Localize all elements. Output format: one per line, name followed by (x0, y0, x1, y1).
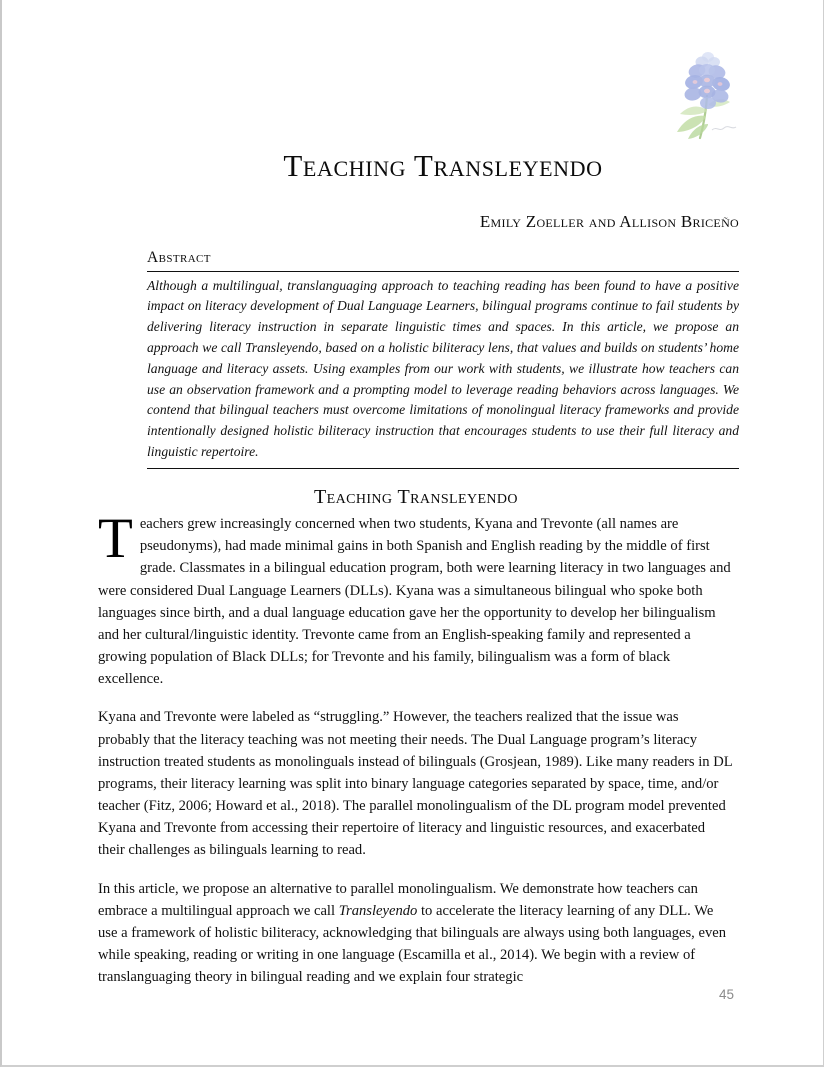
abstract-label: Abstract (147, 249, 211, 266)
abstract-bottom-rule (147, 468, 739, 469)
body-paragraph-3 (98, 878, 734, 989)
author-line: Emily Zoeller and Allison Briceño (479, 211, 739, 231)
page-number: 45 (718, 987, 734, 1002)
abstract-section (147, 249, 739, 469)
section-heading: Teaching Transleyendo (314, 486, 518, 508)
abstract-text: Although a multilingual, translanguaging approach to teaching reading has been found to have a positive impact on literacy development of Dual Language Learners, bilingual programs continue to fail students by delivering literacy instruction in separate linguistic times and spaces. In this article, we propose an approach we call Transleyendo, based on a holistic biliteracy lens, that values and builds on students’ home language and literacy assets. Using examples from our work with students, we illustrate how teachers can use an observation framework and a prompting model to leverage reading behaviors across languages. We contend that bilingual teachers must overcome limitations of monolingual literacy frameworks and provide intentionally designed holistic biliteracy instruction that encourages students to use their full literacy and linguistic repertoire. (147, 277, 739, 459)
term-transleyendo: Transleyendo (338, 902, 418, 919)
page-title: Teaching Transleyendo (283, 148, 603, 183)
title-block (147, 148, 739, 232)
bluebonnet-flower-icon (650, 44, 766, 148)
abstract-top-rule (147, 271, 739, 272)
article-body (98, 486, 734, 1004)
body-paragraph-2: Kyana and Trevonte were labeled as “struggling.” However, the teachers realized that the issue was probably that the literacy teaching was not meeting their needs. The Dual Language program’s literacy instruction treated students as monolinguals instead of bilinguals (Grosjean, 1989). Like many readers in DL programs, their literacy learning was split into binary language categories separated by space, time, and/or teacher (Fitz, 2006; Howard et al., 2018). The parallel monolingualism of the DL program model prevented Kyana and Trevonte from accessing their repertoire of literacy and linguistic resources, and exacerbated their challenges as bilinguals learning to read. (98, 709, 733, 859)
body-paragraph-1: Teachers grew increasingly concerned when two students, Kyana and Trevonte (all names are pseudonyms), had made minimal gains in both Spanish and English reading by the middle of first grade. Classmates in a bilingual education program, both were learning literacy in two languages and were considered Dual Language Learners (DLLs). Kyana was a simultaneous bilingual who spoke both languages since birth, and a dual language education gave her the opportunity to develop her bilingualism and her cultural/linguistic identity. Trevonte came from an English-speaking family and represented a growing population of Black DLLs; for Trevonte and his family, bilingualism was a form of black excellence. (98, 507, 731, 688)
paragraph-3-part-1: In this article, we propose an alternative to parallel monolingualism. We demonstrate how teachers can embrace a multilingual approach we call (98, 880, 698, 919)
paragraph-3-part-2: to accelerate the literacy learning of any DLL. We use a framework of holistic biliteracy, acknowledging that bilinguals are always using both languages, even while speaking, reading or writing in one language (Escamilla et al., 2014). We begin with a review of translanguaging theory in bilingual reading and we explain four strategic (98, 902, 727, 986)
